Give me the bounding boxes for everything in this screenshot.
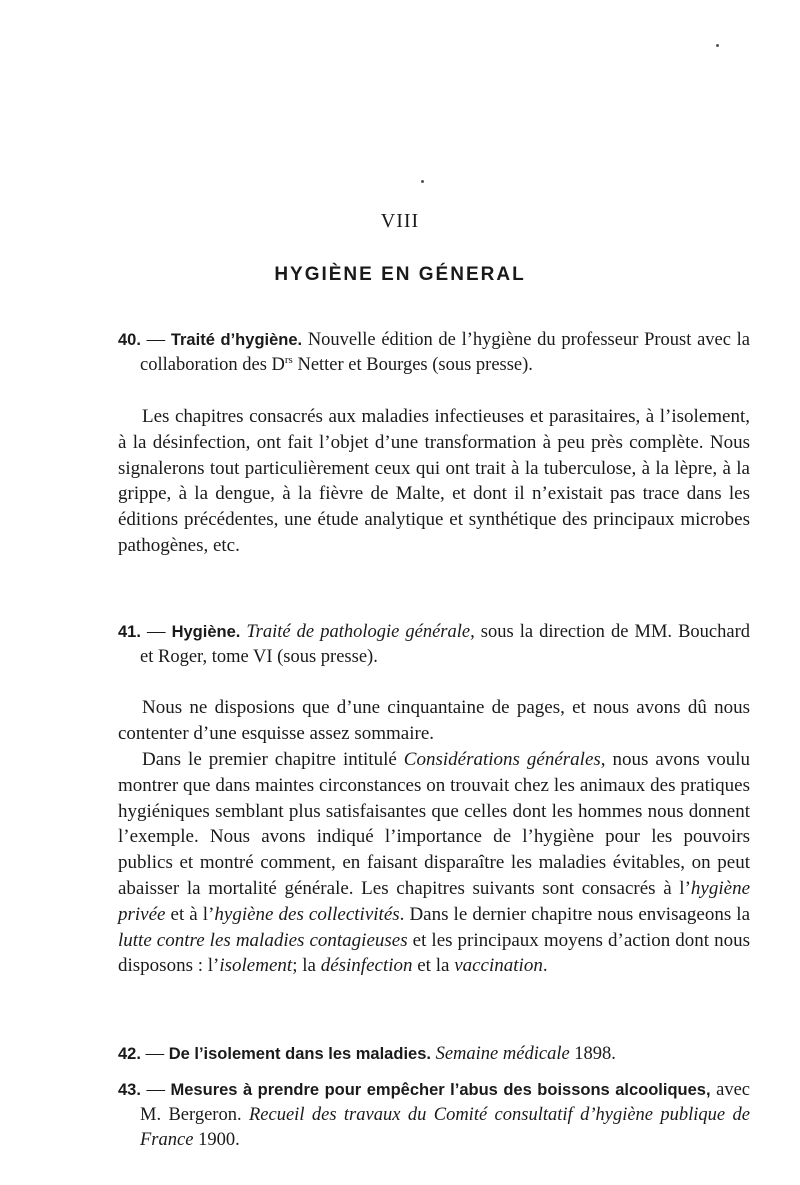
entry-dash: — xyxy=(140,330,171,350)
entry-number: 43. xyxy=(118,1081,141,1099)
entry-number: 40. xyxy=(118,331,141,349)
entry-title: De l’isolement dans les maladies. xyxy=(168,1045,431,1063)
entry-superscript: rs xyxy=(284,353,293,366)
entry-number: 42. xyxy=(118,1045,141,1063)
text-run: Dans le premier chapitre intitulé xyxy=(142,749,404,770)
italic-run: isolement xyxy=(219,955,293,977)
entry-text: 1900. xyxy=(193,1130,240,1150)
text-run: et à l’ xyxy=(165,903,215,925)
text-run: et les principaux moyens d’action dont nous disposons : l’ xyxy=(118,929,750,977)
entry-43 xyxy=(118,1078,750,1153)
chapter-number: VIII xyxy=(380,210,420,232)
italic-run: hygiène privée xyxy=(118,877,750,925)
italic-run: désinfection xyxy=(320,955,413,977)
entry-text: sous la direction de MM. Bouchard et Roger, tome VI (sous presse). xyxy=(140,622,750,667)
text-run: ; la xyxy=(292,955,321,977)
entry-title: Mesures à prendre pour empêcher l’abus des boissons alcooliques, xyxy=(170,1081,711,1099)
entry-42 xyxy=(118,1042,750,1067)
entry-40 xyxy=(118,328,750,378)
entry-title: Traité d’hygiène. xyxy=(170,331,303,349)
italic-run: vaccination xyxy=(454,955,543,977)
entry-italic: Recueil des travaux du Comité consultatif d’hygiène publique de France xyxy=(140,1105,750,1150)
text-run: et la xyxy=(412,955,455,977)
entry-italic: Traité de pathologie générale, xyxy=(240,622,475,642)
chapter-title: HYGIÈNE EN GÉNERAL xyxy=(274,264,526,285)
ink-speck xyxy=(421,180,424,183)
entry-dash: — xyxy=(140,622,172,642)
text-run: . xyxy=(542,955,548,977)
entry-title: Hygiène. xyxy=(171,623,241,641)
paragraph-41-body xyxy=(118,747,750,979)
entry-dash: — xyxy=(140,1044,169,1064)
italic-run: Considérations générales xyxy=(403,749,601,770)
italic-run: hygiène des collectivités xyxy=(214,903,400,925)
entry-41 xyxy=(118,620,750,670)
entry-number: 41. xyxy=(118,623,141,641)
italic-run: lutte contre les maladies contagieuses xyxy=(118,929,408,951)
entry-italic: Semaine médicale xyxy=(430,1044,570,1064)
paragraph-40-description: Les chapitres consacrés aux maladies infectieuses et parasitaires, à l’isolement, à la désinfection, ont fait l’objet d’une transformation à peu près complète. Nous signalerons tout particulièrement ceux qui ont trait à la tuberculose, à la lèpre, à la grippe, à la dengue, à la fièvre de Malte, et dont il n’existait pas trace dans les éditions précédentes, une étude analytique et synthétique des principaux microbes pathogènes, etc. xyxy=(118,406,750,556)
entry-text: 1898. xyxy=(569,1044,616,1064)
paragraph-41-intro: Nous ne disposions que d’une cinquantaine de pages, et nous avons dû nous contenter d’une esquisse assez sommaire. xyxy=(118,697,750,744)
text-run: . Dans le dernier chapitre nous envisageons la xyxy=(399,903,750,925)
text-run: , nous avons voulu montrer que dans maintes circonstances on trouvait chez les animaux des pratiques hygiéniques semblant plus satisfaisantes que celles dont les hommes nous donnent l’exemple. Nous avons indiqué l’importance de l’hygiène pour les pouvoirs publics et montré comment, en faisant disparaître les maladies évitables, on peut abaisser la mortalité générale. Les chapitres suivants sont consacrés à l’ xyxy=(118,749,750,899)
entry-dash: — xyxy=(140,1080,171,1100)
ink-speck xyxy=(716,44,719,47)
entry-text: Nouvelle édition de l’hygiène du professeur Proust avec la collaboration des D xyxy=(140,330,751,375)
entry-text: Netter et Bourges (sous presse). xyxy=(292,355,533,375)
entry-text: avec M. Bergeron. xyxy=(140,1080,751,1125)
